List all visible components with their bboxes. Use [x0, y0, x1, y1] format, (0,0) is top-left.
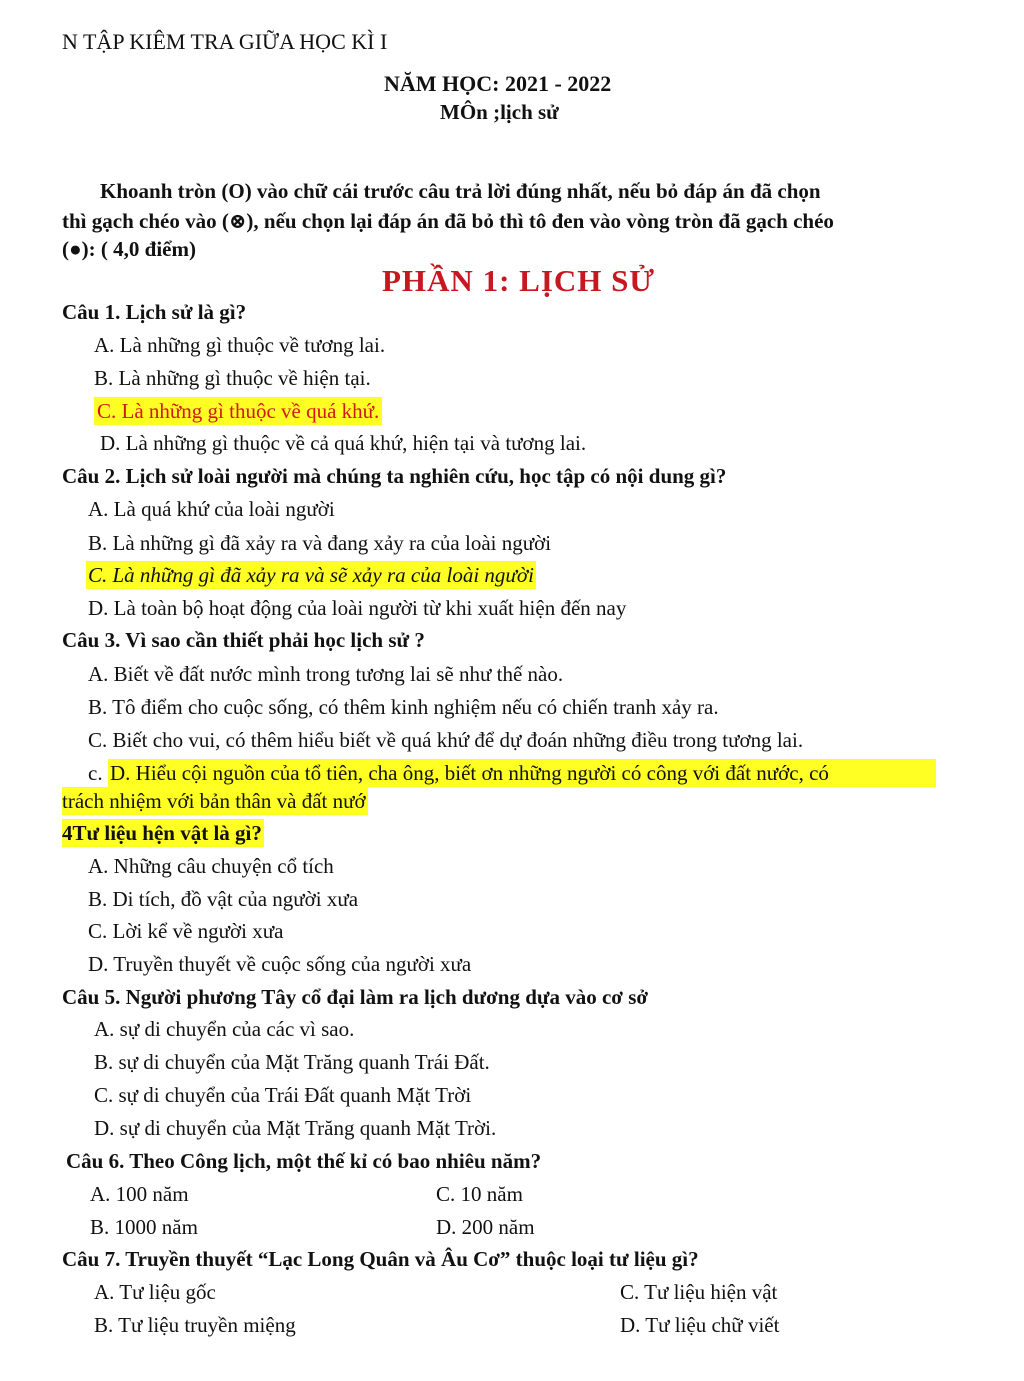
q6-option-d: D. 200 năm	[436, 1215, 535, 1239]
q1-option-b: B. Là những gì thuộc về hiện tại.	[94, 366, 371, 390]
q2-option-a: A. Là quá khứ của loài người	[88, 497, 335, 521]
q4-option-b: B. Di tích, đồ vật của người xưa	[88, 887, 359, 911]
q3-option-d-prefix: c.	[88, 761, 103, 785]
q3-option-c: C. Biết cho vui, có thêm hiểu biết về quá khứ để dự đoán những điều trong tương lai.	[88, 728, 804, 752]
top-title: N TẬP KIÊM TRA GIỮA HỌC KÌ I	[62, 29, 388, 54]
q6-question: Câu 6. Theo Công lịch, một thế kỉ có bao nhiêu năm?	[66, 1149, 542, 1173]
q5-option-d: D. sự di chuyển của Mặt Trăng quanh Mặt Trời.	[94, 1116, 497, 1140]
instruction-line-1: Khoanh tròn (O) vào chữ cái trước câu trả lời đúng nhất, nếu bỏ đáp án đã chọn	[100, 179, 821, 203]
q5-option-c: C. sự di chuyển của Trái Đất quanh Mặt Trời	[94, 1083, 472, 1107]
q4-option-d: D. Truyền thuyết về cuộc sống của người xưa	[88, 952, 472, 976]
instruction-line-2: thì gạch chéo vào (⊗), nếu chọn lại đáp án đã bỏ thì tô đen vào vòng tròn đã gạch chéo	[62, 209, 834, 233]
q6-option-a: A. 100 năm	[90, 1182, 189, 1206]
q3-question: Câu 3. Vì sao cần thiết phải học lịch sử ?	[62, 628, 425, 652]
q1-option-a: A. Là những gì thuộc về tương lai.	[94, 333, 386, 357]
q7-question: Câu 7. Truyền thuyết “Lạc Long Quân và Âu Cơ” thuộc loại tư liệu gì?	[62, 1247, 699, 1271]
q3-option-b: B. Tô điểm cho cuộc sống, có thêm kinh nghiệm nếu có chiến tranh xảy ra.	[88, 695, 719, 719]
q4-question: 4Tư liệu hện vật là gì?	[62, 821, 262, 845]
q2-option-b: B. Là những gì đã xảy ra và đang xảy ra của loài người	[88, 531, 552, 555]
subject-line: MÔn ;lịch sử	[440, 100, 559, 124]
q1-question: Câu 1. Lịch sử là gì?	[62, 300, 247, 324]
q7-option-c: C. Tư liệu hiện vật	[620, 1280, 778, 1304]
q5-question: Câu 5. Người phương Tây cổ đại làm ra lịch dương dựa vào cơ sở	[62, 985, 648, 1009]
q5-option-a: A. sự di chuyển của các vì sao.	[94, 1017, 355, 1041]
q3-option-d-answer-line-2: trách nhiệm với bản thân và đất nướ	[62, 789, 366, 813]
q2-question: Câu 2. Lịch sử loài người mà chúng ta nghiên cứu, học tập có nội dung gì?	[62, 464, 727, 488]
q4-option-a: A. Những câu chuyện cổ tích	[88, 854, 334, 878]
q2-option-d: D. Là toàn bộ hoạt động của loài người từ khi xuất hiện đến nay	[88, 596, 627, 620]
q3-option-d-answer-line-1: D. Hiểu cội nguồn của tổ tiên, cha ông, biết ơn những người có công với đất nước, có	[108, 759, 936, 787]
q2-option-c-answer: C. Là những gì đã xảy ra và sẽ xảy ra của loài người	[88, 563, 534, 587]
q7-option-a: A. Tư liệu gốc	[94, 1280, 216, 1304]
section-title: PHẦN 1: LỊCH SỬ	[382, 263, 656, 298]
q1-option-c-answer: C. Là những gì thuộc về quá khứ.	[94, 397, 382, 425]
q6-option-c: C. 10 năm	[436, 1182, 523, 1206]
q7-option-d: D. Tư liệu chữ viết	[620, 1313, 780, 1337]
q4-option-c: C. Lời kể về người xưa	[88, 919, 284, 943]
q7-option-b: B. Tư liệu truyền miệng	[94, 1313, 296, 1337]
q5-option-b: B. sự di chuyển của Mặt Trăng quanh Trái Đất.	[94, 1050, 490, 1074]
q6-option-b: B. 1000 năm	[90, 1215, 198, 1239]
q3-option-a: A. Biết về đất nước mình trong tương lai sẽ như thế nào.	[88, 662, 564, 686]
school-year: NĂM HỌC: 2021 - 2022	[384, 71, 612, 96]
q1-option-d: D. Là những gì thuộc về cả quá khứ, hiện tại và tương lai.	[100, 431, 587, 455]
instruction-line-3: (●): ( 4,0 điểm)	[62, 237, 196, 261]
